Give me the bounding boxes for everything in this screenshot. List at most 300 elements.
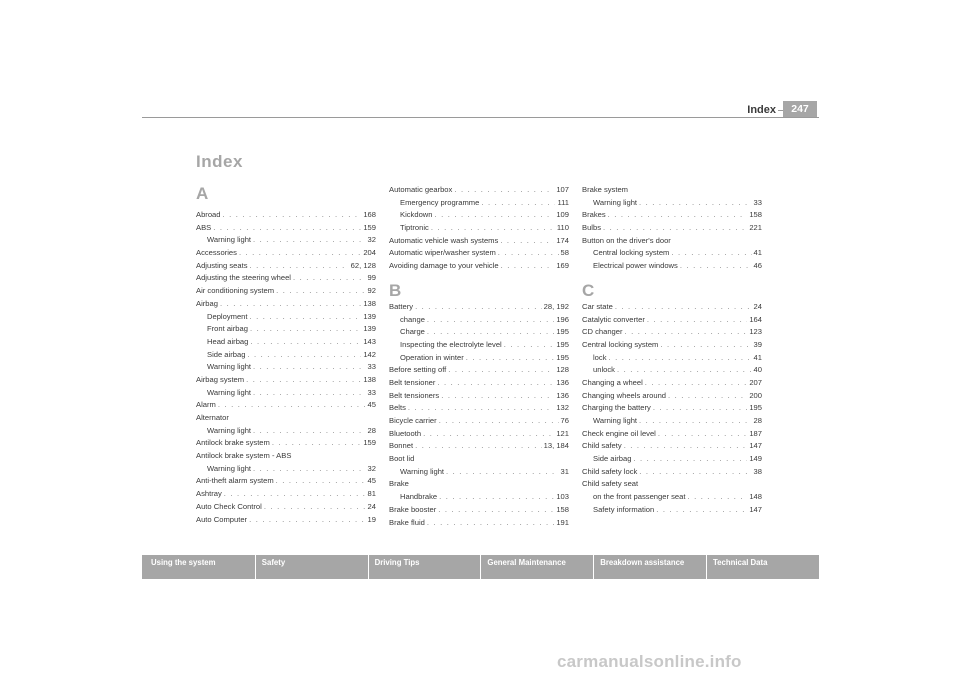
entry-page-ref: 38: [753, 466, 762, 476]
index-subentry[interactable]: [196, 336, 376, 349]
index-column-2: [389, 184, 569, 529]
dot-leader: [639, 466, 751, 479]
index-subentry[interactable]: [196, 234, 376, 247]
dot-leader: [671, 247, 751, 260]
index-entry[interactable]: [582, 222, 762, 235]
index-entry[interactable]: [389, 247, 569, 260]
dot-leader: [427, 326, 554, 339]
entry-term: Antilock brake system - ABS: [196, 451, 292, 461]
entry-page-ref: 139: [363, 311, 376, 321]
entry-page-ref: 121: [556, 428, 569, 438]
index-subentry[interactable]: [582, 453, 762, 466]
entry-page-ref: 147: [749, 504, 762, 514]
entry-page-ref: 143: [363, 336, 376, 346]
index-subentry[interactable]: [389, 222, 569, 235]
index-entry[interactable]: [196, 298, 376, 311]
entry-term: Warning light: [400, 466, 445, 476]
entry-term: Central locking system: [593, 248, 670, 258]
entry-term: Belt tensioners: [389, 390, 440, 400]
entry-term: Warning light: [593, 197, 638, 207]
entry-term: Electrical power windows: [593, 261, 678, 271]
entry-page-ref: 221: [749, 223, 762, 233]
dot-leader: [446, 466, 559, 479]
entry-term: Head airbag: [207, 336, 249, 346]
dot-leader: [439, 491, 554, 504]
dot-leader: [249, 514, 365, 527]
entry-page-ref: 58: [560, 248, 569, 258]
header-rule: [142, 117, 819, 118]
entry-page-ref: 200: [749, 390, 762, 400]
entry-term: Adjusting the steering wheel: [196, 273, 291, 283]
chapter-navigation-bar: [142, 555, 819, 579]
entry-page-ref: 99: [367, 273, 376, 283]
index-subentry[interactable]: [582, 491, 762, 504]
index-entry[interactable]: [196, 260, 376, 273]
entry-term: Warning light: [207, 235, 252, 245]
index-subentry[interactable]: [389, 352, 569, 365]
dot-leader: [253, 425, 366, 438]
entry-page-ref: 19: [367, 514, 376, 524]
dot-leader: [408, 402, 554, 415]
index-subentry[interactable]: [389, 339, 569, 352]
entry-page-ref: 62, 128: [350, 260, 376, 270]
entry-term: Abroad: [196, 210, 221, 219]
index-entry[interactable]: [389, 428, 569, 441]
entry-page-ref: 110: [556, 223, 569, 233]
entry-page-ref: 13, 184: [543, 441, 569, 451]
entry-page-ref: 196: [556, 314, 569, 324]
entry-term: Avoiding damage to your vehicle: [389, 261, 499, 271]
index-subentry[interactable]: [389, 326, 569, 339]
entry-term: Emergency programme: [400, 197, 480, 207]
entry-page-ref: 195: [556, 339, 569, 349]
index-subentry[interactable]: [582, 364, 762, 377]
dot-leader: [218, 399, 366, 412]
entry-term: Warning light: [207, 387, 252, 397]
entry-page-ref: 142: [363, 349, 376, 359]
dot-leader: [415, 440, 542, 453]
dot-leader: [427, 517, 554, 530]
entry-term: Accessories: [196, 248, 237, 258]
entry-page-ref: 138: [363, 298, 376, 308]
index-entry[interactable]: [389, 478, 569, 491]
index-entry[interactable]: [196, 501, 376, 514]
dot-leader: [653, 402, 748, 415]
dot-leader: [220, 298, 361, 311]
entry-term: Charge: [400, 327, 425, 337]
entry-page-ref: 45: [367, 400, 376, 410]
entry-page-ref: 76: [560, 416, 569, 425]
entry-term: Antilock brake system: [196, 438, 270, 448]
dot-leader: [423, 428, 554, 441]
entry-page-ref: 28: [753, 416, 762, 425]
index-entry[interactable]: [389, 364, 569, 377]
index-subentry[interactable]: [196, 311, 376, 324]
index-entry[interactable]: [582, 314, 762, 327]
entry-term: ABS: [196, 222, 212, 232]
entry-page-ref: 195: [556, 327, 569, 337]
dot-leader: [481, 197, 555, 210]
index-entry[interactable]: [196, 209, 376, 222]
index-entry[interactable]: [196, 285, 376, 298]
dot-leader: [250, 311, 362, 324]
dot-leader: [645, 377, 748, 390]
entry-page-ref: 195: [749, 403, 762, 413]
entry-term: Front airbag: [207, 324, 248, 334]
entry-page-ref: 109: [556, 210, 569, 220]
dot-leader: [615, 301, 752, 314]
entry-page-ref: 33: [753, 197, 762, 207]
entry-page-ref: 147: [749, 441, 762, 451]
index-entry[interactable]: [196, 412, 376, 425]
tab-general-maintenance[interactable]: General Maintenance: [480, 555, 593, 579]
entry-term: Warning light: [207, 463, 252, 473]
entry-page-ref: 33: [367, 362, 376, 372]
entry-page-ref: 187: [749, 428, 762, 438]
index-entry[interactable]: [582, 466, 762, 479]
entry-page-ref: 149: [749, 454, 762, 464]
entry-term: Bluetooth: [389, 428, 422, 438]
index-entry[interactable]: [582, 377, 762, 390]
entry-page-ref: 24: [367, 501, 376, 511]
dot-leader: [250, 336, 361, 349]
index-entry[interactable]: [196, 247, 376, 260]
index-subentry[interactable]: [389, 197, 569, 210]
dot-leader: [656, 504, 747, 517]
index-entry[interactable]: [389, 377, 569, 390]
index-letter-heading: B: [389, 280, 402, 300]
index-entry[interactable]: [196, 475, 376, 488]
entry-page-ref: 41: [753, 248, 762, 258]
index-entry[interactable]: [389, 440, 569, 453]
entry-term: change: [400, 314, 425, 324]
dot-leader: [247, 349, 361, 362]
index-subentry[interactable]: [196, 361, 376, 374]
entry-term: Operation in winter: [400, 352, 464, 362]
dot-leader: [498, 247, 559, 260]
entry-term: Boot lid: [389, 454, 415, 464]
dot-leader: [639, 415, 752, 428]
entry-term: Button on the driver's door: [582, 235, 671, 245]
entry-page-ref: 33: [367, 387, 376, 397]
entry-term: Child safety lock: [582, 466, 638, 476]
index-subentry[interactable]: [196, 425, 376, 438]
entry-page-ref: 28, 192: [543, 301, 569, 311]
entry-term: Side airbag: [207, 349, 246, 359]
entry-page-ref: 32: [367, 463, 376, 473]
entry-term: Car state: [582, 301, 613, 311]
entry-term: Anti-theft alarm system: [196, 476, 274, 486]
entry-term: Bulbs: [582, 223, 601, 233]
index-column-3: [582, 184, 762, 517]
entry-term: Brake booster: [389, 504, 437, 514]
entry-page-ref: 139: [363, 324, 376, 334]
index-subentry[interactable]: [389, 209, 569, 222]
index-subentry[interactable]: [389, 491, 569, 504]
entry-page-ref: 204: [363, 248, 376, 258]
entry-term: Catalytic converter: [582, 314, 645, 324]
index-entry[interactable]: [389, 504, 569, 517]
dot-leader: [609, 352, 752, 365]
entry-page-ref: 103: [556, 492, 569, 502]
index-subentry[interactable]: [196, 323, 376, 336]
index-entry[interactable]: [389, 235, 569, 248]
dot-leader: [647, 314, 747, 327]
page-number-badge: 247: [783, 101, 817, 118]
entry-page-ref: 207: [749, 377, 762, 387]
dot-leader: [253, 387, 366, 400]
entry-term: Changing wheels around: [582, 390, 667, 400]
entry-page-ref: 31: [560, 466, 569, 476]
entry-term: Auto Check Control: [196, 501, 262, 511]
dot-leader: [435, 209, 555, 222]
entry-page-ref: 39: [753, 339, 762, 349]
entry-page-ref: 138: [363, 374, 376, 384]
dot-leader: [253, 463, 366, 476]
entry-page-ref: 128: [556, 365, 569, 375]
entry-term: Belt tensioner: [389, 377, 436, 387]
dot-leader: [223, 209, 362, 222]
index-entry[interactable]: [389, 402, 569, 415]
tab-using-the-system[interactable]: Using the system: [151, 558, 216, 567]
entry-term: Belts: [389, 403, 406, 413]
entry-term: Auto Computer: [196, 514, 248, 524]
entry-page-ref: 159: [363, 222, 376, 232]
dot-leader: [253, 234, 366, 247]
watermark: carmanualsonline.info: [557, 652, 742, 671]
entry-term: Deployment: [207, 311, 248, 321]
page-title: Index: [196, 152, 243, 171]
dot-leader: [246, 374, 361, 387]
entry-term: Warning light: [207, 425, 252, 435]
dot-leader: [272, 437, 361, 450]
entry-term: Central locking system: [582, 339, 659, 349]
entry-term: Alarm: [196, 400, 216, 410]
entry-term: Before setting off: [389, 365, 447, 375]
entry-term: Check engine oil level: [582, 428, 656, 438]
index-entry[interactable]: [196, 514, 376, 527]
dot-leader: [441, 390, 554, 403]
entry-page-ref: 46: [753, 261, 762, 271]
entry-page-ref: 123: [749, 327, 762, 337]
index-entry[interactable]: [582, 184, 762, 197]
entry-term: Side airbag: [593, 454, 632, 464]
index-entry[interactable]: [196, 450, 376, 463]
index-entry[interactable]: [389, 184, 569, 197]
index-entry[interactable]: [582, 478, 762, 491]
entry-term: Tiptronic: [400, 223, 429, 233]
index-subentry[interactable]: [196, 349, 376, 362]
entry-page-ref: 191: [556, 517, 569, 527]
entry-term: Ashtray: [196, 489, 222, 499]
running-header-title: Index: [747, 104, 776, 116]
entry-term: Airbag: [196, 298, 218, 308]
entry-term: Warning light: [593, 416, 638, 425]
dot-leader: [415, 301, 542, 314]
dot-leader: [608, 209, 748, 222]
tab-safety[interactable]: Safety: [255, 555, 368, 579]
index-subentry[interactable]: [582, 415, 762, 428]
index-entry[interactable]: [196, 374, 376, 387]
index-subentry[interactable]: [582, 197, 762, 210]
dot-leader: [250, 323, 361, 336]
index-entry[interactable]: [389, 517, 569, 530]
entry-term: lock: [593, 352, 607, 362]
entry-page-ref: 32: [367, 235, 376, 245]
dot-leader: [250, 260, 349, 273]
index-subentry[interactable]: [196, 387, 376, 400]
entry-page-ref: 24: [753, 301, 762, 311]
entry-term: Air conditioning system: [196, 286, 275, 296]
dot-leader: [617, 364, 752, 377]
index-entry[interactable]: [582, 428, 762, 441]
entry-term: Safety information: [593, 504, 655, 514]
dot-leader: [276, 285, 365, 298]
dot-leader: [466, 352, 555, 365]
dot-leader: [504, 339, 555, 352]
entry-term: Brake: [389, 479, 409, 489]
entry-page-ref: 164: [749, 314, 762, 324]
index-letter-heading: A: [196, 184, 209, 203]
entry-page-ref: 136: [556, 377, 569, 387]
dot-leader: [427, 314, 554, 327]
index-entry[interactable]: [582, 209, 762, 222]
entry-term: Child safety seat: [582, 479, 639, 489]
entry-page-ref: 168: [363, 210, 376, 219]
index-letter-heading: C: [582, 280, 595, 300]
entry-page-ref: 158: [556, 504, 569, 514]
index-entry[interactable]: [196, 488, 376, 501]
entry-term: Adjusting seats: [196, 260, 248, 270]
letter-spacer: [389, 273, 569, 281]
entry-term: Child safety: [582, 441, 622, 451]
entry-page-ref: 92: [367, 286, 376, 296]
index-entry[interactable]: [389, 415, 569, 428]
index-subentry[interactable]: [389, 314, 569, 327]
entry-page-ref: 159: [363, 438, 376, 448]
entry-page-ref: 107: [556, 185, 569, 194]
entry-term: Handbrake: [400, 492, 438, 502]
entry-term: Brakes: [582, 210, 606, 220]
letter-spacer: [582, 273, 762, 281]
tab-technical-data[interactable]: Technical Data: [706, 555, 819, 579]
entry-term: Automatic wiper/washer system: [389, 248, 496, 258]
dot-leader: [213, 222, 361, 235]
dot-leader: [658, 428, 747, 441]
dot-leader: [276, 475, 366, 488]
entry-term: CD changer: [582, 327, 623, 337]
entry-term: Bicycle carrier: [389, 416, 437, 425]
dot-leader: [603, 222, 747, 235]
dot-leader: [439, 415, 559, 428]
index-subentry[interactable]: [582, 504, 762, 517]
index-entry[interactable]: [389, 260, 569, 273]
entry-page-ref: 41: [753, 352, 762, 362]
entry-page-ref: 169: [556, 261, 569, 271]
entry-term: Airbag system: [196, 374, 245, 384]
index-entry[interactable]: [196, 437, 376, 450]
entry-term: Warning light: [207, 362, 252, 372]
entry-page-ref: 195: [556, 352, 569, 362]
entry-page-ref: 45: [367, 476, 376, 486]
index-entry[interactable]: [196, 272, 376, 285]
index-entry[interactable]: [196, 399, 376, 412]
dot-leader: [253, 361, 366, 374]
dot-leader: [224, 488, 366, 501]
entry-page-ref: 148: [749, 492, 762, 502]
dot-leader: [438, 504, 554, 517]
index-entry[interactable]: [582, 301, 762, 314]
tab-driving-tips[interactable]: Driving Tips: [368, 555, 481, 579]
entry-page-ref: 158: [749, 210, 762, 220]
entry-term: Inspecting the electrolyte level: [400, 339, 502, 349]
dot-leader: [639, 197, 752, 210]
dot-leader: [625, 326, 748, 339]
index-subentry[interactable]: [582, 247, 762, 260]
entry-page-ref: 111: [557, 197, 569, 207]
entry-term: Kickdown: [400, 210, 433, 220]
index-entry[interactable]: [582, 402, 762, 415]
index-entry[interactable]: [389, 453, 569, 466]
entry-term: Bonnet: [389, 441, 414, 451]
tab-breakdown-assistance[interactable]: Breakdown assistance: [593, 555, 706, 579]
entry-term: Automatic vehicle wash systems: [389, 235, 499, 245]
index-entry[interactable]: [582, 390, 762, 403]
entry-term: unlock: [593, 365, 615, 375]
entry-term: Battery: [389, 301, 414, 311]
dot-leader: [264, 501, 366, 514]
dot-leader: [431, 222, 555, 235]
index-entry[interactable]: [582, 440, 762, 453]
dot-leader: [633, 453, 747, 466]
index-subentry[interactable]: [196, 463, 376, 476]
dot-leader: [501, 260, 555, 273]
entry-term: Changing a wheel: [582, 377, 643, 387]
dot-leader: [687, 491, 747, 504]
dot-leader: [668, 390, 747, 403]
dot-leader: [680, 260, 752, 273]
dot-leader: [448, 364, 554, 377]
entry-page-ref: 136: [556, 390, 569, 400]
index-entry[interactable]: [582, 326, 762, 339]
entry-term: Automatic gearbox: [389, 185, 453, 194]
index-entry[interactable]: [389, 390, 569, 403]
index-subentry[interactable]: [582, 260, 762, 273]
entry-page-ref: 174: [556, 235, 569, 245]
index-entry[interactable]: [196, 222, 376, 235]
dot-leader: [660, 339, 751, 352]
dot-leader: [293, 272, 366, 285]
index-entry[interactable]: [582, 339, 762, 352]
entry-term: Charging the battery: [582, 403, 651, 413]
entry-term: Alternator: [196, 413, 229, 422]
dot-leader: [437, 377, 554, 390]
index-subentry[interactable]: [389, 466, 569, 479]
index-subentry[interactable]: [582, 352, 762, 365]
dot-leader: [624, 440, 748, 453]
dot-leader: [454, 184, 554, 197]
entry-page-ref: 132: [556, 403, 569, 413]
index-entry[interactable]: [582, 235, 762, 248]
dot-leader: [500, 235, 554, 248]
entry-term: on the front passenger seat: [593, 492, 686, 502]
dot-leader: [239, 247, 361, 260]
entry-term: Brake fluid: [389, 517, 425, 527]
entry-page-ref: 81: [367, 489, 376, 499]
index-column-1: [196, 184, 376, 526]
entry-term: Brake system: [582, 185, 628, 194]
index-entry[interactable]: [389, 301, 569, 314]
